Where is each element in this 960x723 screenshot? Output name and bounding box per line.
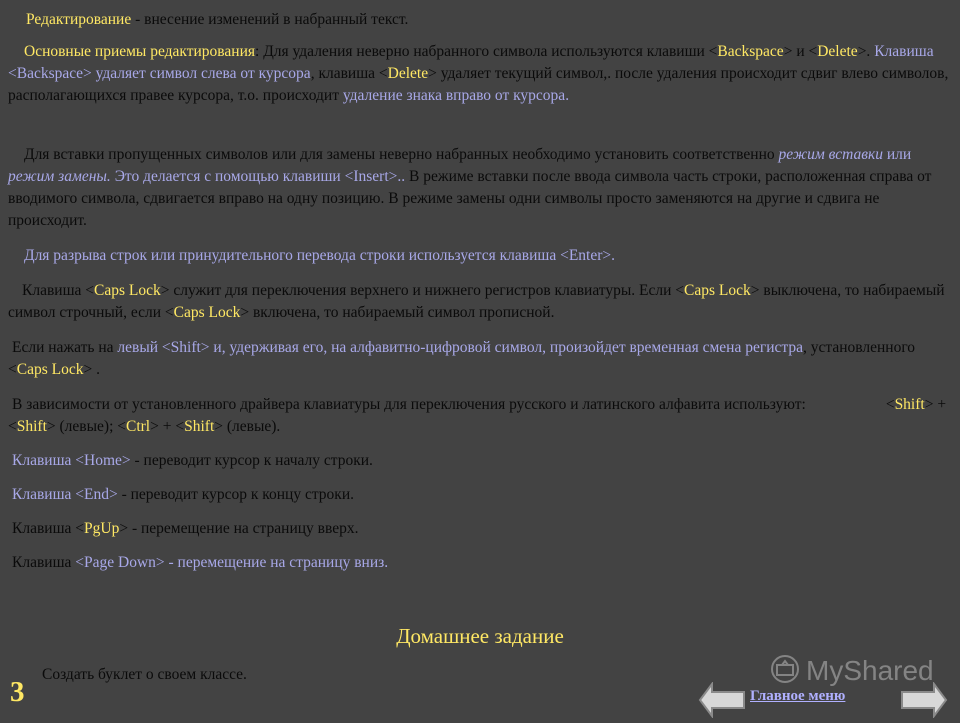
text-span: >.	[857, 43, 875, 60]
slide-number: 3	[10, 676, 25, 708]
key-pgup: PgUp	[84, 520, 120, 537]
text-span: : Для удаления неверно набранного символа используются клавиши <	[255, 43, 718, 60]
key-shift: Shift	[16, 418, 47, 435]
key-ctrl: Ctrl	[126, 418, 151, 435]
definition-text: - внесение изменений в набранный текст.	[131, 11, 409, 28]
insert-mode-paragraph	[8, 144, 954, 232]
insert-key-text: Это делается с помощью клавиши <Insert>..	[110, 168, 406, 185]
key-shift: Shift	[184, 418, 215, 435]
forward-arrow-icon[interactable]	[900, 682, 948, 723]
end-key-label: Клавиша <End>	[12, 486, 118, 503]
text-span: Клавиша <	[22, 282, 94, 299]
myshared-logo-icon	[768, 654, 802, 691]
text-span: > (левые).	[214, 418, 281, 435]
definition-paragraph	[26, 9, 936, 31]
text-span: Если нажать на	[12, 339, 118, 356]
text-span: > выключена, то набираемый символ строчный, если <	[8, 282, 945, 321]
text-span: > включена, то набираемый символ прописной.	[240, 304, 555, 321]
main-menu-link[interactable]: Главное меню	[750, 688, 846, 704]
text-span: <	[885, 396, 895, 413]
end-key-paragraph	[12, 484, 354, 506]
delete-description: удаление знака вправо от курсора.	[342, 87, 570, 104]
key-caps-lock: Caps Lock	[94, 282, 161, 299]
term-editing: Редактирование	[26, 11, 132, 28]
editing-techniques-heading: Основные приемы редактирования	[24, 43, 256, 60]
text-span: - переводит курсор к началу строки.	[130, 452, 373, 469]
layout-switch-paragraph	[8, 394, 954, 438]
text-span: Для вставки пропущенных символов или для замены неверно набранных необходимо установить соответственно	[24, 146, 779, 163]
text-span: , установленного <	[8, 339, 916, 378]
home-key-label: Клавиша <Home>	[12, 452, 131, 469]
key-delete: Delete	[817, 43, 858, 60]
key-caps-lock: Caps Lock	[684, 282, 751, 299]
text-span: > + <	[150, 418, 185, 435]
backspace-description: Клавиша <Backspace> удаляет символ слева от курсора	[8, 43, 934, 82]
editing-techniques-paragraph	[8, 41, 954, 107]
text-span: > и <	[783, 43, 818, 60]
text-span: В режиме вставки после ввода символа часть строки, расположенная справа от вводимого символа, сдвигается вправо на одну позицию. В режиме замены одни символы просто заменяются на другие и сдвига не происходит.	[8, 168, 932, 229]
homework-task: Создать буклет о своем классе.	[42, 666, 247, 683]
pgdown-key-paragraph	[12, 552, 388, 574]
key-shift: Shift	[894, 396, 925, 413]
shift-paragraph	[8, 337, 954, 381]
text-span: > (левые); <	[46, 418, 126, 435]
key-caps-lock: Caps Lock	[173, 304, 241, 321]
text-span: - переводит курсор к концу строки.	[117, 486, 355, 503]
key-backspace: Backspace	[717, 43, 784, 60]
text-span: > - перемещение на страницу вверх.	[119, 520, 359, 537]
caps-lock-paragraph	[8, 280, 954, 324]
text-span: > служит для переключения верхнего и нижнего регистров клавиатуры. Если <	[160, 282, 685, 299]
pgdown-description: <Page Down> - перемещение на страницу вниз.	[75, 554, 389, 571]
enter-key-text: Для разрыва строк или принудительного перевода строки используется клавиша <Enter>.	[24, 247, 615, 264]
watermark-text: MyShared	[806, 654, 934, 686]
text-span: В зависимости от установленного драйвера клавиатуры для переключения русского и латинского алфавита используют:	[12, 396, 806, 413]
pgup-key-paragraph	[12, 518, 358, 540]
enter-key-paragraph	[24, 245, 954, 267]
text-span: Клавиша <	[12, 520, 84, 537]
key-caps-lock: Caps Lock	[16, 361, 84, 378]
text-span: Клавиша	[12, 554, 76, 571]
text-span: > + <	[8, 396, 947, 435]
home-key-paragraph	[12, 450, 373, 472]
back-arrow-icon[interactable]	[698, 682, 746, 723]
shift-description: левый <Shift> и, удерживая его, на алфавитно-цифровой символ, произойдет временная смена регистра	[117, 339, 803, 356]
text-span: > удаляет текущий символ,. после удаления происходит сдвиг влево символов, располагающихся правее курсора, т.о. происходит	[8, 65, 949, 104]
homework-title: Домашнее задание	[396, 624, 564, 648]
replace-mode-term: режим замены.	[8, 168, 111, 185]
insert-mode-term: режим вставки	[778, 146, 883, 163]
text-span: , клавиша <	[310, 65, 388, 82]
key-delete: Delete	[387, 65, 429, 82]
text-span: или	[882, 146, 912, 163]
text-span: > .	[83, 361, 100, 378]
